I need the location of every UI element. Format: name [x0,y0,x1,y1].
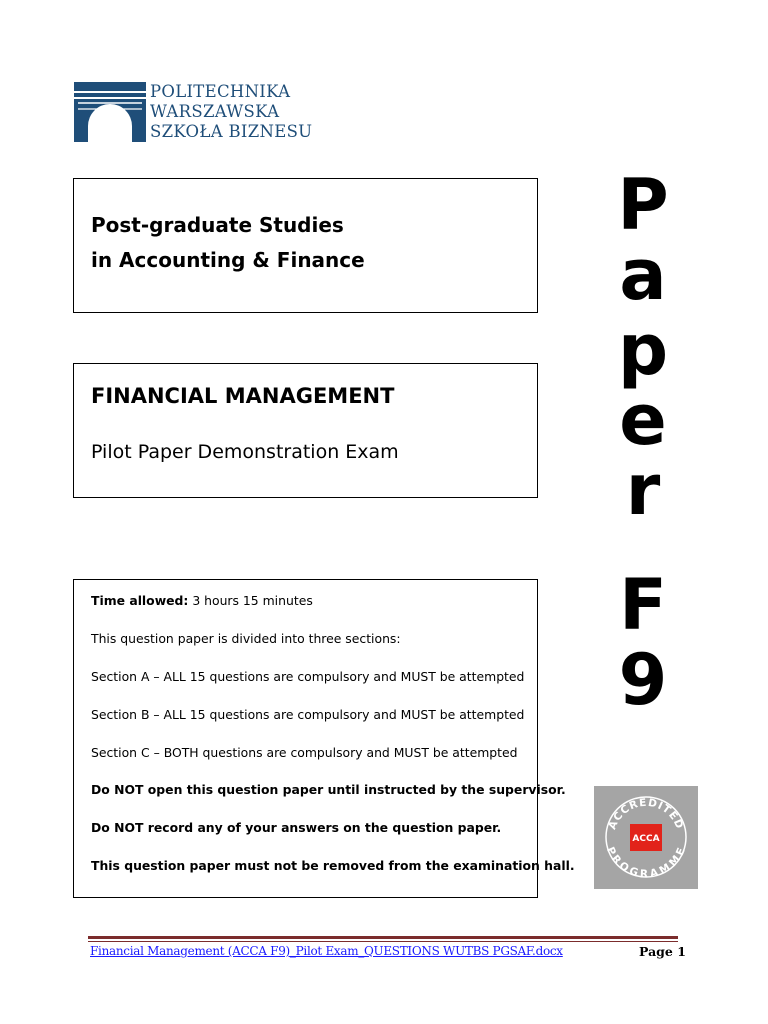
footer-rule-thin [88,941,678,942]
sections-intro: This question paper is divided into three sections: [91,631,401,646]
exam-subtitle: Pilot Paper Demonstration Exam [91,441,399,463]
do-not-open-warning: Do NOT open this question paper until instructed by the supervisor. [91,782,566,797]
section-b-text: Section B – ALL 15 questions are compulsory and MUST be attempted [91,707,525,722]
logo-line-3: SZKOŁA BIZNESU [150,122,313,141]
side-letter-a: a [619,234,667,316]
footer-rule-thick [88,936,678,939]
section-c-text: Section C – BOTH questions are compulsory and MUST be attempted [91,745,518,760]
side-letter-r: r [625,449,661,531]
side-letter-f: F [619,564,667,646]
do-not-record-warning: Do NOT record any of your answers on the question paper. [91,820,502,835]
side-letter-e: e [619,379,667,461]
side-letter-p2: p [617,309,669,391]
program-box [73,178,538,313]
logo-wordmark [150,82,312,142]
instructions-box [73,579,575,898]
logo-line-1: POLITECHNIKA [150,82,291,101]
program-line-2: in Accounting & Finance [91,248,365,272]
time-allowed [91,593,313,608]
logo-line-2: WARSZAWSKA [150,102,280,121]
badge-top-text: ACCREDITED [606,796,686,832]
footer-page-number: Page 1 [639,944,686,959]
do-not-remove-warning: This question paper must not be removed from the examination hall. [91,858,575,873]
school-logo [74,82,324,144]
time-allowed-value: 3 hours 15 minutes [188,593,313,608]
program-line-1: Post-graduate Studies [91,213,344,237]
badge-center-text: ACCA [632,834,660,844]
arch-logo-icon [74,82,146,142]
section-a-text: Section A – ALL 15 questions are compulsory and MUST be attempted [91,669,525,684]
badge-bottom-text: PROGRAMME [603,845,689,881]
side-letter-p: P [617,164,669,246]
side-digit-9: 9 [618,639,668,721]
exam-title-box [73,363,538,498]
acca-accredited-badge [594,786,698,889]
acca-badge-icon [594,786,698,889]
time-allowed-label: Time allowed: [91,593,189,608]
exam-title: FINANCIAL MANAGEMENT [91,384,395,408]
footer-filename-link[interactable]: Financial Management (ACCA F9)_Pilot Exam_QUESTIONS WUTBS PGSAF.docx [90,944,563,958]
